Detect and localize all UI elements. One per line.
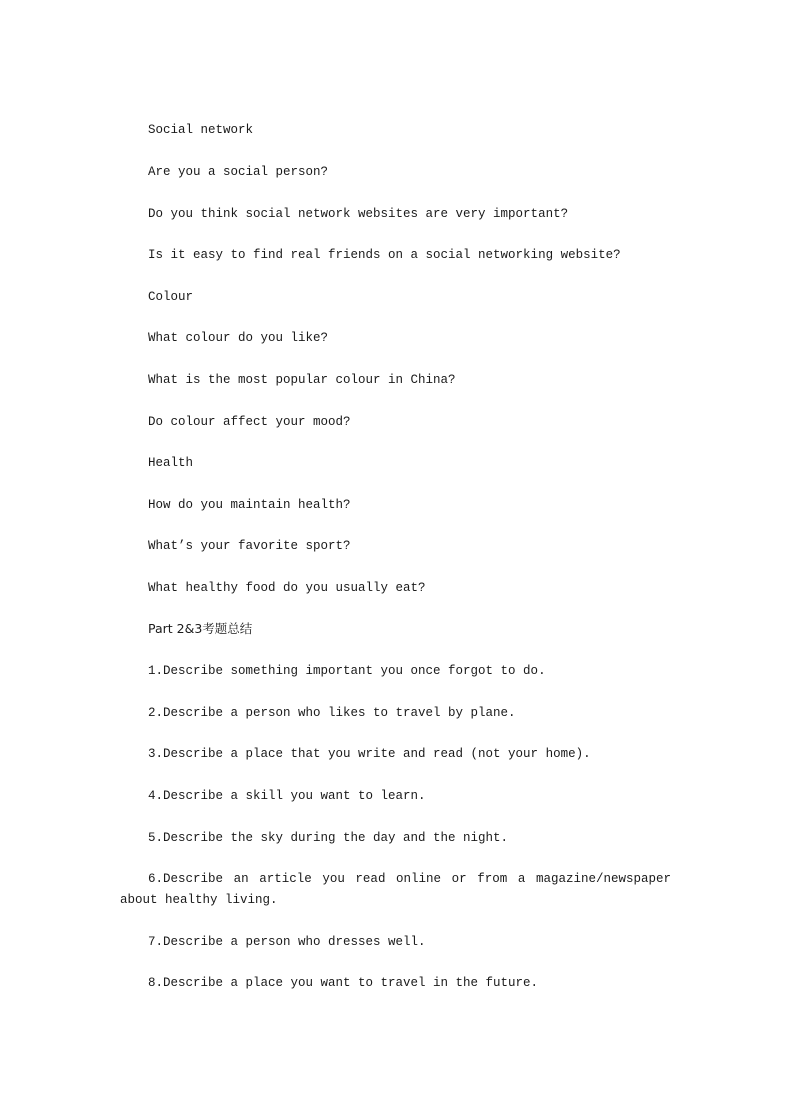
describe-item: 2.Describe a person who likes to travel by plane. [148,706,516,720]
describe-item: 3.Describe a place that you write and read (not your home). [148,747,591,761]
topic-heading-colour: Colour [148,290,194,304]
question-line: What is the most popular colour in China? [148,373,456,387]
topic-heading-social-network: Social network [148,123,254,137]
describe-item: 5.Describe the sky during the day and the night. [148,831,509,845]
question-line: How do you maintain health? [148,498,351,512]
question-line: Do colour affect your mood? [148,415,351,429]
describe-item: 8.Describe a place you want to travel in the future. [148,976,539,990]
question-line: What colour do you like? [148,331,329,345]
question-line: What’s your favorite sport? [148,539,351,553]
question-line: Are you a social person? [148,165,329,179]
describe-item: 7.Describe a person who dresses well. [148,935,426,949]
describe-item: 4.Describe a skill you want to learn. [148,789,426,803]
topic-heading-health: Health [148,456,194,470]
question-line: What healthy food do you usually eat? [148,581,426,595]
section-heading-part-2-3: Part 2&3考题总结 [148,621,253,636]
describe-item: 1.Describe something important you once forgot to do. [148,664,546,678]
question-line: Do you think social network websites are very important? [148,207,569,221]
describe-item-wrapped: 6.Describe an article you read online or from a magazine/newspaper about healthy living. [120,872,671,907]
question-line: Is it easy to find real friends on a social networking website? [148,248,621,262]
